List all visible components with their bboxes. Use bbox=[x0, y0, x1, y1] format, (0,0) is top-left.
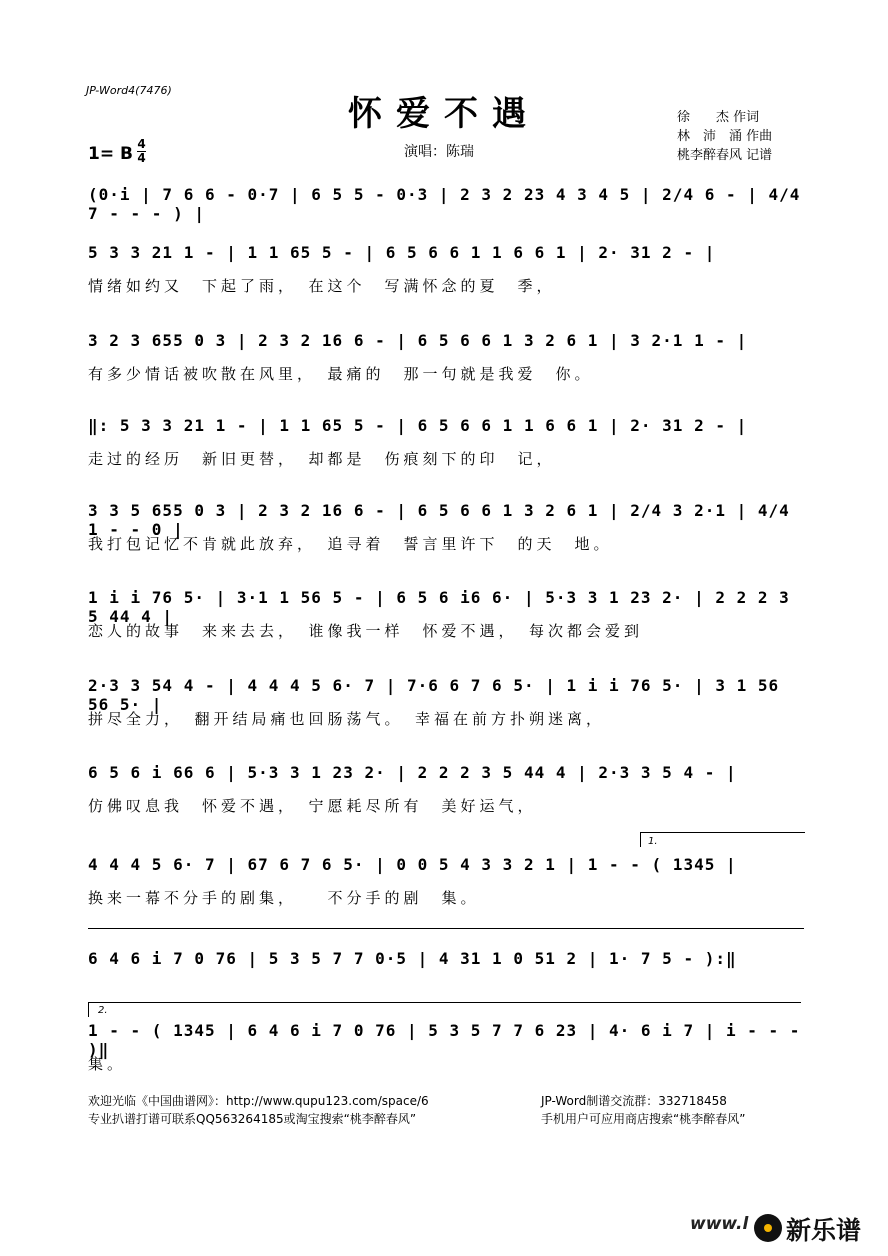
notation: (0·i | 7 6 6 - 0·7 | 6 5 5 - 0·3 | 2 3 2 23 4 3 4 5 | 2/4 6 - | 4/4 7 - - - ) | bbox=[88, 185, 801, 223]
singer: 演唱：陈瑞 bbox=[404, 144, 474, 160]
footer-left bbox=[88, 1092, 429, 1128]
footer-contact: 专业扒谱打谱可联系QQ563264185或淘宝搜索“桃李醉春风” bbox=[88, 1112, 417, 1126]
notation: 6 4 6 i 7 0 76 | 5 3 5 7 7 0·5 | 4 31 1 0 51 2 | 1· 7 5 - ):‖ bbox=[88, 949, 737, 968]
lyrics: 有多少情话被吹散在风里， 最痛的 那一句就是我爱 你。 bbox=[88, 365, 594, 383]
volta-1-continuation bbox=[88, 928, 804, 943]
song-title: 怀爱不遇 bbox=[348, 94, 540, 134]
transcriber: 桃李醉春风 记谱 bbox=[677, 148, 773, 163]
lyrics: 我打包记忆不肯就此放弃， 追寻着 誓言里许下 的天 地。 bbox=[88, 535, 613, 553]
notation: 4 4 4 5 6· 7 | 67 6 7 6 5· | 0 0 5 4 3 3 2 1 | 1 - - ( 1345 | bbox=[88, 855, 737, 874]
lyrics: 集。 bbox=[88, 1055, 127, 1073]
software-version: JP-Word4(7476) bbox=[86, 84, 172, 97]
lyrics: 恋人的故事 来来去去， 谁像我一样 怀爱不遇， 每次都会爱到 bbox=[88, 622, 644, 640]
composer: 林 沛 涌 作曲 bbox=[677, 129, 773, 144]
notation: 3 3 5 655 0 3 | 2 3 2 16 6 - | 6 5 6 6 1 3 2 6 1 | 2/4 3 2·1 | 4/4 1 - - 0 | bbox=[88, 501, 790, 539]
lyrics: 拼尽全力， 翻开结局痛也回肠荡气。 幸福在前方扑朔迷离， bbox=[88, 710, 606, 728]
notation: ‖: 5 3 3 21 1 - | 1 1 65 5 - | 6 5 6 6 1 1 6 6 1 | 2· 31 2 - | bbox=[88, 416, 748, 435]
brand-logo: 新乐谱 bbox=[786, 1216, 862, 1245]
volta-2-bracket bbox=[88, 1002, 801, 1017]
volta-2-label: 2. bbox=[98, 1005, 108, 1016]
footer-group: JP-Word制谱交流群：332718458 bbox=[541, 1094, 727, 1108]
credits bbox=[677, 108, 772, 165]
record-disc-icon bbox=[754, 1214, 782, 1242]
time-signature bbox=[137, 139, 146, 164]
notation: 6 5 6 i 66 6 | 5·3 3 1 23 2· | 2 2 2 3 5 44 4 | 2·3 3 5 4 - | bbox=[88, 763, 737, 782]
notation: 1 i i 76 5· | 3·1 1 56 5 - | 6 5 6 i6 6· | 5·3 3 1 23 2· | 2 2 2 3 5 44 4 | bbox=[88, 588, 790, 626]
lyrics: 换来一幕不分手的剧集， 不分手的剧 集。 bbox=[88, 889, 480, 907]
notation: 1 - - ( 1345 | 6 4 6 i 7 0 76 | 5 3 5 7 7 6 23 | 4· 6 i 7 | i - - - )‖ bbox=[88, 1021, 801, 1059]
volta-1-bracket bbox=[640, 832, 805, 847]
key-signature: 1= B bbox=[88, 144, 133, 164]
footer-app: 手机用户可应用商店搜索“桃李醉春风” bbox=[541, 1112, 746, 1126]
time-top: 4 bbox=[137, 137, 146, 151]
volta-1-label: 1. bbox=[648, 836, 658, 847]
footer-site-link: 欢迎光临《中国曲谱网》：http://www.qupu123.com/space/6 bbox=[88, 1094, 429, 1108]
lyrics: 仿佛叹息我 怀爱不遇， 宁愿耗尽所有 美好运气， bbox=[88, 797, 537, 815]
time-bottom: 4 bbox=[137, 151, 146, 165]
footer-right bbox=[541, 1092, 745, 1128]
notation: 3 2 3 655 0 3 | 2 3 2 16 6 - | 6 5 6 6 1 3 2 6 1 | 3 2·1 1 - | bbox=[88, 331, 748, 350]
lyrics: 走过的经历 新旧更替， 却都是 伤痕刻下的印 记， bbox=[88, 450, 556, 468]
notation: 5 3 3 21 1 - | 1 1 65 5 - | 6 5 6 6 1 1 6 6 1 | 2· 31 2 - | bbox=[88, 243, 716, 262]
lyrics: 情绪如约又 下起了雨， 在这个 写满怀念的夏 季， bbox=[88, 277, 556, 295]
watermark-url: www.l bbox=[690, 1214, 749, 1234]
notation: 2·3 3 54 4 - | 4 4 4 5 6· 7 | 7·6 6 7 6 5· | 1 i i 76 5· | 3 1 56 56 5· | bbox=[88, 676, 780, 714]
lyricist: 徐 杰 作词 bbox=[677, 110, 760, 125]
